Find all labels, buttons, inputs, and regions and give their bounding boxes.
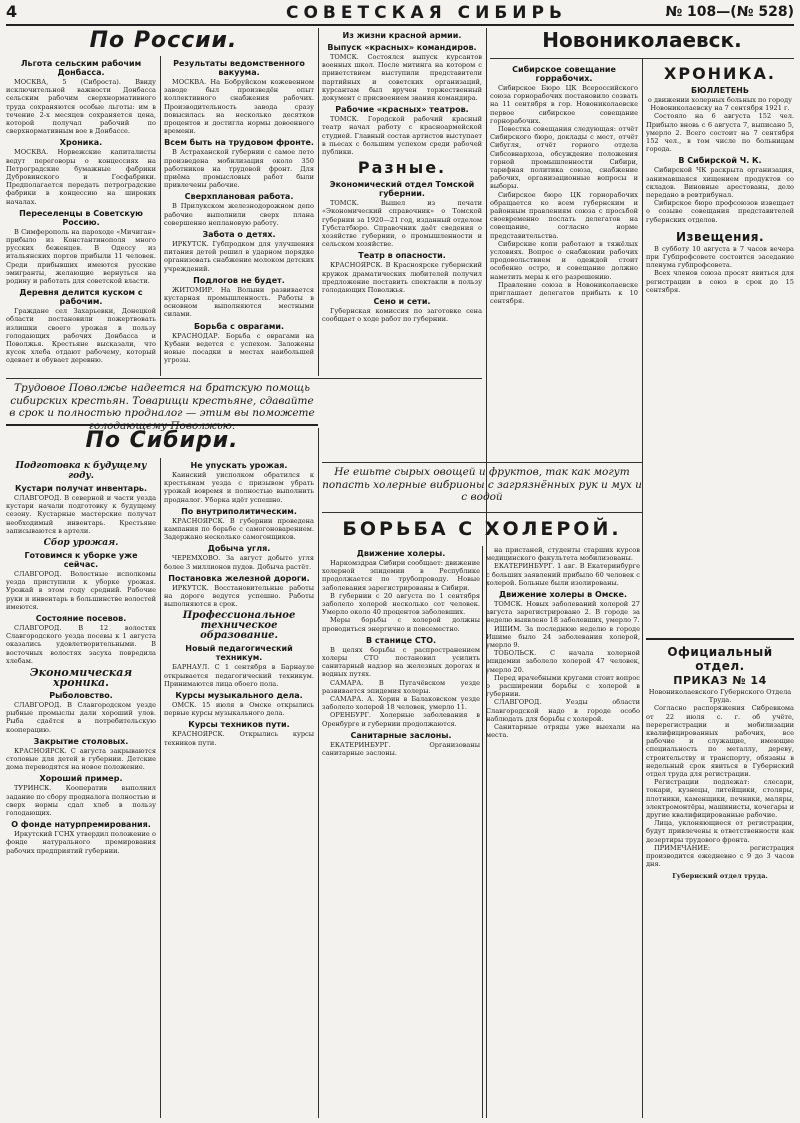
article-text: КРАСНОДАР. Борьба с оврагами на Кубани ведется с успехом. Заложены новые посадки в местах наибольшей угрозы. [164,331,314,365]
article-text: ТОМСК. Городской рабочий красный театр начал работу с красноармейской студией. Главный состав артистов выступает в пьесах с большим успехом среди рабочей публики. [322,115,482,157]
article-text: Лица, уклоняющиеся от регистрации, будут привлечены к ответственности как дезертиры трудового фронта. [646,819,794,844]
article-text: ПРИМЕЧАНИЕ: регистрация производится ежедневно с 9 до 3 часов дня. [646,843,794,869]
article-text: КРАСНОЯРСК. В губернии проведена кампания по борьбе с самогоноварением. Задержано несколько самогонщиков. [164,516,314,542]
article-heading: Подлогов не будет. [193,275,285,285]
issue-number: № 108—(№ 528) [665,4,794,20]
po-sibiri-header [6,428,318,456]
article-heading: В станице СТО. [365,635,437,645]
article-text: САМАРА. В Пугачёвском уезде развивается эпидемия холеры. [322,678,480,695]
article-text: Сибирское Бюро ЦК Всероссийского союза горнорабочих постановило созвать на 11 сентября в гор. Новониколаевске первое сибирское совещание горнорабочих. [490,84,638,125]
cholera-header [322,518,642,548]
article-text: Сибирской ЧК раскрыта организация, занимавшаяся хищением продуктов со складов. Виновные арестованы, дело передано в ревтрибунал. [646,166,794,200]
article-heading: Не упускать урожая. [190,461,288,470]
article-text: Перед врачебными кругами стоит вопрос о расширении борьбы с холерой в губернии. [486,673,640,699]
article-heading: Движение холеры в Омске. [498,590,628,600]
article-heading: Сбор урожая. [43,538,119,549]
article-text: ТОМСК. Состоялся выпуск курсантов военных школ. После митинга на котором с приветствием выступили представители партийных и советских организаций, курсантам был вручен торжественный документ с присвоением звания командира. [322,53,482,103]
article-heading: Льгота сельским рабочим Донбасса. [20,59,142,77]
official-section [646,644,794,1118]
article-text: Губернская комиссия по заготовке сена сообщает о ходе работ по губернии. [322,307,482,324]
article-text: Сибирское бюро профсоюзов извещает о созыве совещания представителей губернских отделов. [646,199,794,224]
povolzhye-appeal [6,382,318,432]
article-heading: Сверхплановая работа. [184,192,294,202]
article-subheading: Рыболовство. [49,691,113,701]
article-text: Санитарные отряды уже выехали на места. [486,723,640,740]
po-rossii-header [6,28,321,58]
article-text: ТОБОЛЬСК. С начала холерной эпидемии заболело холерой 47 человек, умерло 20. [486,649,640,674]
article-text: Сибирские копи работают в тяжёлых условиях. Вопрос о снабжении рабочих продовольствием и одеждой стоит особенно остро, и совещание должно наметить меры к его разрешению. [490,239,638,281]
article-heading: Борьба с оврагами. [193,321,285,331]
article-text: В целях борьбы с распространением холеры СТО постановил усилить санитарный надзор на железных дорогах и водных путях. [322,645,480,679]
official-title: Официальный отдел. [667,645,773,673]
article-heading: Деревня делится куском с рабочим. [19,288,143,307]
article-text: В субботу 10 августа в 7 часов вечера при Губпрофсовете состоится заседание пленума губпрофсовета. [646,244,794,270]
order-signature: Губернский отдел труда. [672,872,768,881]
article-text: СЛАВГОРОД. Волостные исполкомы уезда приступили к уборке урожая. Урожай в этом году средний. Рабочие руки и инвентарь в большинстве волостей имеются. [6,570,156,611]
article-heading: Экономическая хроника. [29,666,133,690]
paper-title: СОВЕТСКАЯ СИБИРЬ [286,3,567,23]
article-subheading: Выпуск «красных» командиров. [327,43,477,52]
column-rule [318,28,319,376]
article-subheading: Экономический отдел Томской губернии. [329,180,475,199]
article-subheading: о движении холерных больных по городу Новониколаевску на 7 сентября 1921 г. [647,96,793,113]
article-text: КРАСНОЯРСК. В Красноярске губернский кружок драматических любителей получил предложение поставить спектакли в пользу голодающих Поволжья. [322,261,482,295]
article-heading: Забота о детях. [202,230,276,240]
article-text: Повестка совещания следующая: отчёт Сибирского бюро, доклады с мест, отчёт Сибугля, отчёт горного отдела Сибсовнархоза, обсуждение положения горной промышленности Сибири, тарифная политика союза, снабжение рабочих, организационные вопросы и выборы. [490,125,638,191]
article-text: ТОМСК. Новых заболеваний холерой 27 августа зарегистрировано 2. В городе за неделю выявлено 18 заболевших, умерло 7. [486,600,640,625]
po-sibiri-col2 [164,458,314,1118]
article-heading: Из жизни красной армии. [342,31,462,40]
article-heading: Санитарные заслоны. [350,730,452,740]
article-text: Согласно распоряжения Сибревкома от 22 июля с. г. об учёте, перерегистрации и мобилизации квалифицированных рабочих, все рабочие и служащие, имеющие специальность по металлу, дереву, строительству и транспорту, обязаны в недельный срок явиться в Губернский отдел труда для регистрации. [646,704,794,779]
article-text: ТОМСК. Вышел из печати «Экономический справочник» о Томской губернии за 1920—21 год, изданный отделом Губстатбюро. Справочник даёт сведения о хозяйстве губернии, о промышленности и сельском хозяйстве. [322,199,482,249]
article-text: В губернии с 20 августа по 1 сентября заболело холерой несколько сот человек. Умерло около 40 процентов заболевших. [322,591,480,617]
article-text: ОМСК. 15 июля в Омске открылись первые курсы музыкального дела. [164,701,314,718]
article-text: САМАРА. А. Хорин в Балаковском уезде заболело холерой 18 человек, умерло 11. [322,695,480,712]
article-heading: Переселенцы в Советскую Россию. [19,208,143,227]
article-text: Сибирское бюро ЦК горнорабочих обращается ко всем губернским и районным правлениям союза с просьбой своевременно послать делегатов на совещание, согласно норме представительства. [490,190,638,240]
rule [322,512,642,513]
article-text: Каинский уисполком обратился к крестьянам уезда с призывом убрать урожай вовремя и полностью выполнить продналог. Уборка идёт успешно. [164,471,314,504]
article-text: МОСКВА. На Бобруйском кожевенном заводе был произведён опыт коллективного снабжения рабочих. Производительность завода сразу повысилась на несколько десятков процентов и достигла нормы довоенного времени. [164,78,314,136]
article-text: ИШИМ. За последнюю неделю в городе Ишиме было 24 заболевания холерой, умерло 9. [486,624,640,650]
article-subheading: Кустари получат инвентарь. [14,484,148,493]
po-sibiri-col1 [6,458,156,1118]
cholera-warning-band [322,466,642,510]
cholera-warning-text: Не ешьте сырых овощей и фруктов, так как могут попасть холерные вибрионы с загрязнённых рук и мух и с водой [322,466,642,503]
po-sibiri-title: По Сибири. [85,428,239,453]
article-text: ЕКАТЕРИНБУРГ. Организованы санитарные заслоны. [322,740,480,758]
article-text: Регистрации подлежат: слесари, токари, кузнецы, литейщики, столяры, плотники, каменщики, печники, маляры, электромонтёры, машинисты, кочегары и другие квалифицированные рабочие. [646,778,794,820]
article-text: Иркутский ГСНХ утвердил положение о фонде натурального премирования рабочих предприятий губернии. [6,830,156,855]
article-heading: Подготовка к будущему году. [15,461,147,481]
article-text: СЛАВГОРОД. В северной и части уезда кустари начали подготовку к будущему сезону. Кустарные мастерские получат необходимый инвентарь. Крестьяне записываются в артели. [6,494,156,535]
article-heading: Хороший пример. [39,774,123,784]
appeal-text: Трудовое Поволжье надеется на братскую помощь сибирских крестьян. Товарищи крестьяне, сдавайте в срок и полностью продналог — этим вы поможете голодающему Поволжью. [9,382,315,432]
article-heading: БЮЛЛЕТЕНЬ [691,86,749,95]
column-rule [482,546,483,1118]
article-text: В Симферополь на пароходе «Мичиган» прибыло из Константинополя много русских беженцев. В Одессу из итальянских портов прибыли 11 человек. Среди прибывших имеются русские эмигранты, желающие вернуться на родину и работать для советской власти. [6,227,156,286]
article-text: СЛАВГОРОД. В 12 волостях Славгородского уезда посевы к 1 августа оказались удовлетворительными. В восточных волостях засуха повредила хлебам. [6,624,156,665]
cholera-col1 [322,546,480,1118]
article-text: В Астраханской губернии с самое лето произведена мобилизация около 350 работников на трудовой фронт. Для приёма промысловых работ были привлечены рабочие. [164,148,314,190]
article-subheading: Новый педагогический техникум. [185,644,293,663]
article-text: МОСКВА. Норвежские капиталисты ведут переговоры о концессиях на Петроградские бумажные фабрики Дубровинского и Госфабрики. Предполагается передать петроградские фабрики в концессию на широких началах. [6,148,156,206]
article-text: КРАСНОЯРСК. С августа закрываются столовые для детей в губернии. Детские дома переводятся на новое положение. [6,746,156,772]
article-text: Состояло на 6 августа 152 чел. Прибыло вновь с 6 августа 7, выписано 5, умерло 2. Всего состоит на 7 сентября 152 чел., в том числе по больницам города. [646,112,794,154]
article-text: В Прилукском железнодорожном депо рабочие выполнили сверх плана совершенно неплановую работу. [164,202,314,227]
article-text: ОРЕНБУРГ. Холерные заболевания в Оренбурге и губернии продолжаются. [322,711,480,728]
article-text: на пристаней, студенты старших курсов медицинского факультета мобилизованы. [486,546,640,563]
article-heading: Театр в опасности. [358,251,446,261]
article-heading: Сибирское совещание горрабочих. [512,65,616,83]
page-number: 4 [6,2,18,21]
article-text: КРАСНОЯРСК. Открылись курсы техников пути. [164,730,314,747]
po-rossii-col3 [322,28,482,376]
po-rossii-title: По России. [89,28,238,53]
article-text: Наркомздрав Сибири сообщает: движение холерной эпидемии в Республике продолжается по трубопроводу. Новые заболевания зарегистрированы в Сибири. [322,559,480,592]
novonikolaevsk-title: Новониколаевск. [542,28,742,52]
article-text: Граждане сел Захарьевки, Донецкой области постановили пожертвовать излишки своего урожая в пользу голодающих рабочих Донбасса и Поволжья. Крестьяне высказали, что кусок хлеба отдают рабочему, который одевает и обувает деревню. [6,307,156,365]
rule [646,638,794,640]
novonikolaevsk-chronicle [646,62,794,634]
cholera-col2 [486,546,640,1118]
article-text: ТУРИНСК. Кооператив выполнил задание по сбору продналога полностью и сверх нормы сдал хлеб в пользу голодающих. [6,784,156,818]
article-text: ЧЕРЕМХОВО. За август добыто угля более 3 миллионов пудов. Добыча растёт. [164,554,314,571]
article-heading: Результаты ведомственного вакуума. [173,59,305,77]
article-text: СЛАВГОРОД. Уезды области Славгородской надо в городе особо наблюдать для борьбы с холерой. [486,698,640,723]
rule [6,378,482,379]
article-text: Меры борьбы с холерой должны проводиться энергично и повсеместно. [322,616,480,633]
article-text: ЕКАТЕРИНБУРГ. 1 авг. В Екатеринбурге с больших заявлений прибыло 60 человек с холерой. Больные были изолированы. [486,562,640,587]
article-text: ИРКУТСК. Губпродком для улучшения питания детей решил в ударном порядке организовать снабжение молоком детских учреждений. [164,240,314,273]
article-heading: Курсы музыкального дела. [175,691,303,701]
article-heading: Закрытие столовых. [33,736,129,746]
article-text: МОСКВА, 5 (Сиброста). Ввиду исключительной важности Донбасса сельским рабочим сверхнормативного труда сохраняются особые льготы: им в течение 2-х месяцев сохраняется цена, которой получал рабочий по сверхнормативным вое в Донбассе. [6,78,156,136]
article-heading: Рабочие «красных» театров. [335,105,469,115]
announcements-heading: Извещения. [675,229,765,244]
article-heading: Сено и сети. [373,297,431,307]
article-heading: Постановка железной дороги. [168,573,310,583]
column-rule [160,56,161,376]
rule [322,462,642,463]
cholera-title: БОРЬБА С ХОЛЕРОЙ. [342,518,622,540]
article-heading: Всем быть на трудовом фронте. [164,138,314,148]
article-text: Правление союза в Новониколаевске приглашает делегатов прибыть к 10 сентября. [490,280,638,306]
column-rule [642,58,643,1118]
article-text: ЖИТОМИР. На Волыни развивается кустарная промышленность. Работы в основном выполняются местными силами. [164,285,314,319]
article-text: СЛАВГОРОД. В Славгородском уезде рыбные промыслы дали хороший улов. Рыба сдаётся в потребительскую кооперацию. [6,701,156,734]
rule [6,424,318,426]
article-heading: В Сибирской Ч. К. [678,156,762,166]
order-issuer: Новониколаевского Губернского Отдела Труда. [648,688,792,705]
section-heading-raznye: Разные. [357,158,447,178]
article-text: Всех членов союза просят явиться для регистрации в союз в срок до 15 сентября. [646,269,794,294]
article-text: ИРКУТСК. Восстановительные работы на дороге ведутся успешно. Работы выполняются в срок. [164,583,314,609]
article-heading: По внутриполитическим. [181,506,297,516]
masthead [6,2,794,26]
novonikolaevsk-left [490,62,638,427]
novonikolaevsk-header [490,28,794,58]
column-rule [160,458,161,1118]
article-heading: Состояние посевов. [35,614,127,624]
article-heading: Хроника. [59,138,103,148]
chronicle-title: ХРОНИКА. [664,64,776,83]
article-heading: Движение холеры. [356,549,446,558]
article-heading: О фонде натурпремирования. [11,820,151,830]
article-heading: Курсы техников пути. [188,720,290,730]
article-subheading: Готовимся к уборке уже сейчас. [24,551,138,570]
article-heading: Добыча угля. [207,544,271,554]
order-number: ПРИКАЗ № 14 [673,674,767,687]
po-rossii-col2 [164,56,314,376]
column-rule [318,428,319,1118]
article-heading: Профессиональное техническое образование. [182,610,296,642]
po-rossii-col1 [6,56,156,376]
article-text: БАРНАУЛ. С 1 сентября в Барнауле открывается педагогический техникум. Принимаются лица обоего пола. [164,663,314,688]
